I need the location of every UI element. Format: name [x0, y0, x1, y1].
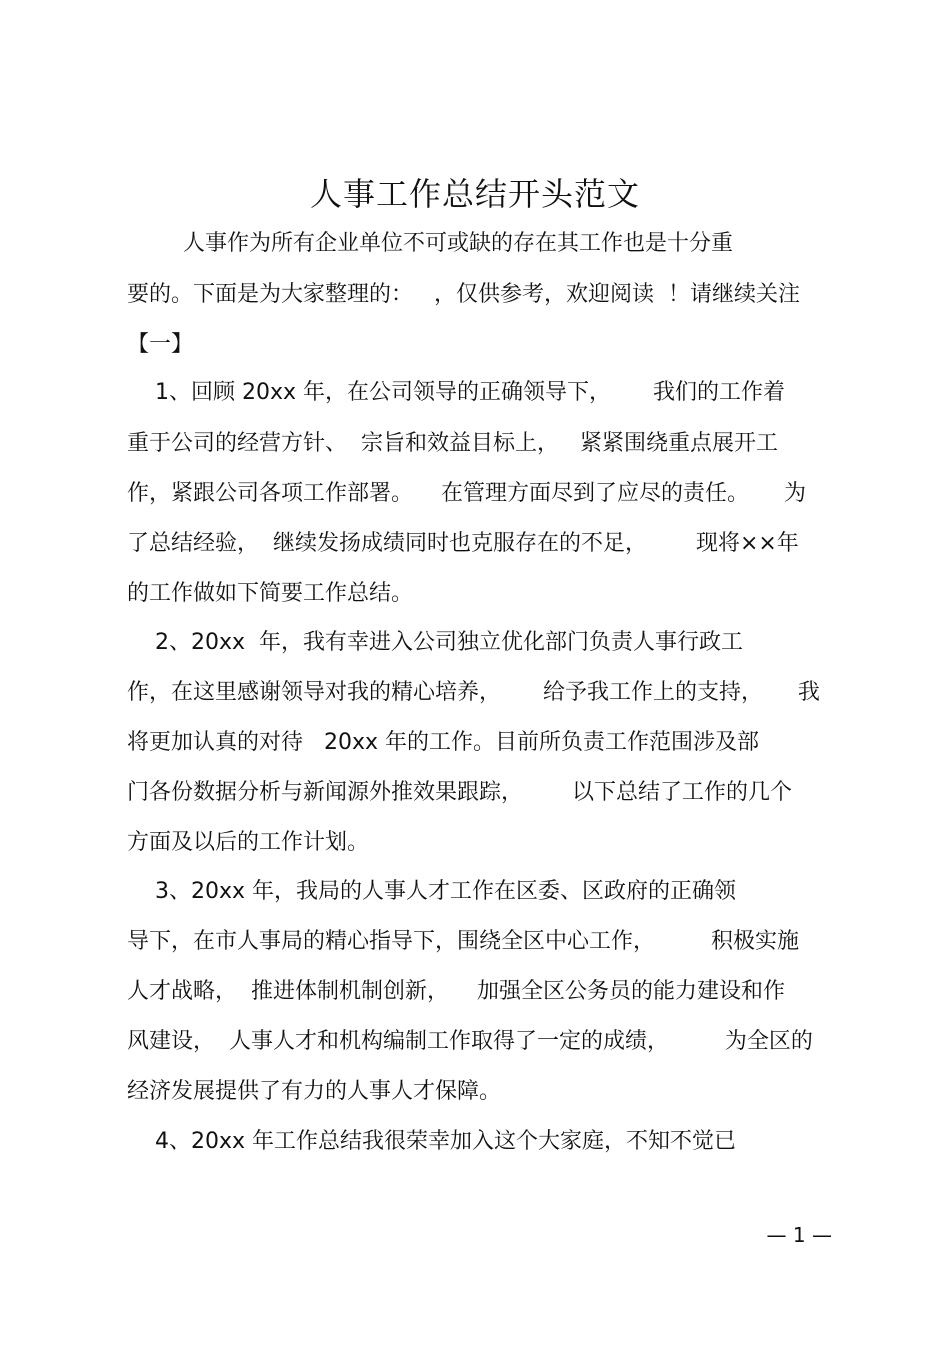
paragraph-line: 门各份数据分析与新闻源外推效果跟踪， 以下总结了工作的几个 — [127, 780, 792, 805]
paragraph-line: 风建设， 人事人才和机构编制工作取得了一定的成绩， 为全区的 — [127, 1029, 813, 1054]
paragraph-line: 的工作做如下简要工作总结。 — [127, 581, 414, 606]
paragraph-line: 重于公司的经营方针、 宗旨和效益目标上， 紧紧围绕重点展开工 — [127, 431, 778, 456]
paragraph-line: 经济发展提供了有力的人事人才保障。 — [127, 1079, 502, 1104]
paragraph-line: 作，紧跟公司各项工作部署。 在管理方面尽到了应尽的责任。 为 — [127, 481, 806, 506]
paragraph-line: 将更加认真的对待 20xx 年的工作。目前所负责工作范围涉及部 — [127, 730, 760, 755]
paragraph-line: 1、回顾 20xx 年，在公司领导的正确领导下， 我们的工作着 — [127, 380, 785, 405]
intro-line: 人事作为所有企业单位不可或缺的存在其工作也是十分重 — [127, 231, 733, 256]
paragraph-line: 方面及以后的工作计划。 — [127, 830, 370, 855]
paragraph-line: 3、20xx 年，我局的人事人才工作在区委、区政府的正确领 — [127, 879, 736, 904]
paragraph-line: 作，在这里感谢领导对我的精心培养， 给予我工作上的支持， 我 — [127, 680, 820, 705]
intro-line: 要的。下面是为大家整理的： ，仅供参考，欢迎阅读 ！请继续关注 — [127, 282, 800, 307]
page-number: — 1 — — [766, 1223, 832, 1247]
paragraph-line: 2、20xx 年，我有幸进入公司独立优化部门负责人事行政工 — [127, 630, 743, 655]
paragraph-line: 了总结经验， 继续发扬成绩同时也克服存在的不足， 现将××年 — [127, 531, 799, 556]
paragraph-line: 人才战略， 推进体制机制创新， 加强全区公务员的能力建设和作 — [127, 979, 785, 1004]
paragraph-line: 导下，在市人事局的精心指导下，围绕全区中心工作， 积极实施 — [127, 929, 799, 954]
paragraph-line: 4、20xx 年工作总结我很荣幸加入这个大家庭，不知不觉已 — [127, 1129, 736, 1154]
document-title: 人事工作总结开头范文 — [309, 175, 640, 213]
intro-line-heading: 【一】 — [127, 332, 194, 357]
